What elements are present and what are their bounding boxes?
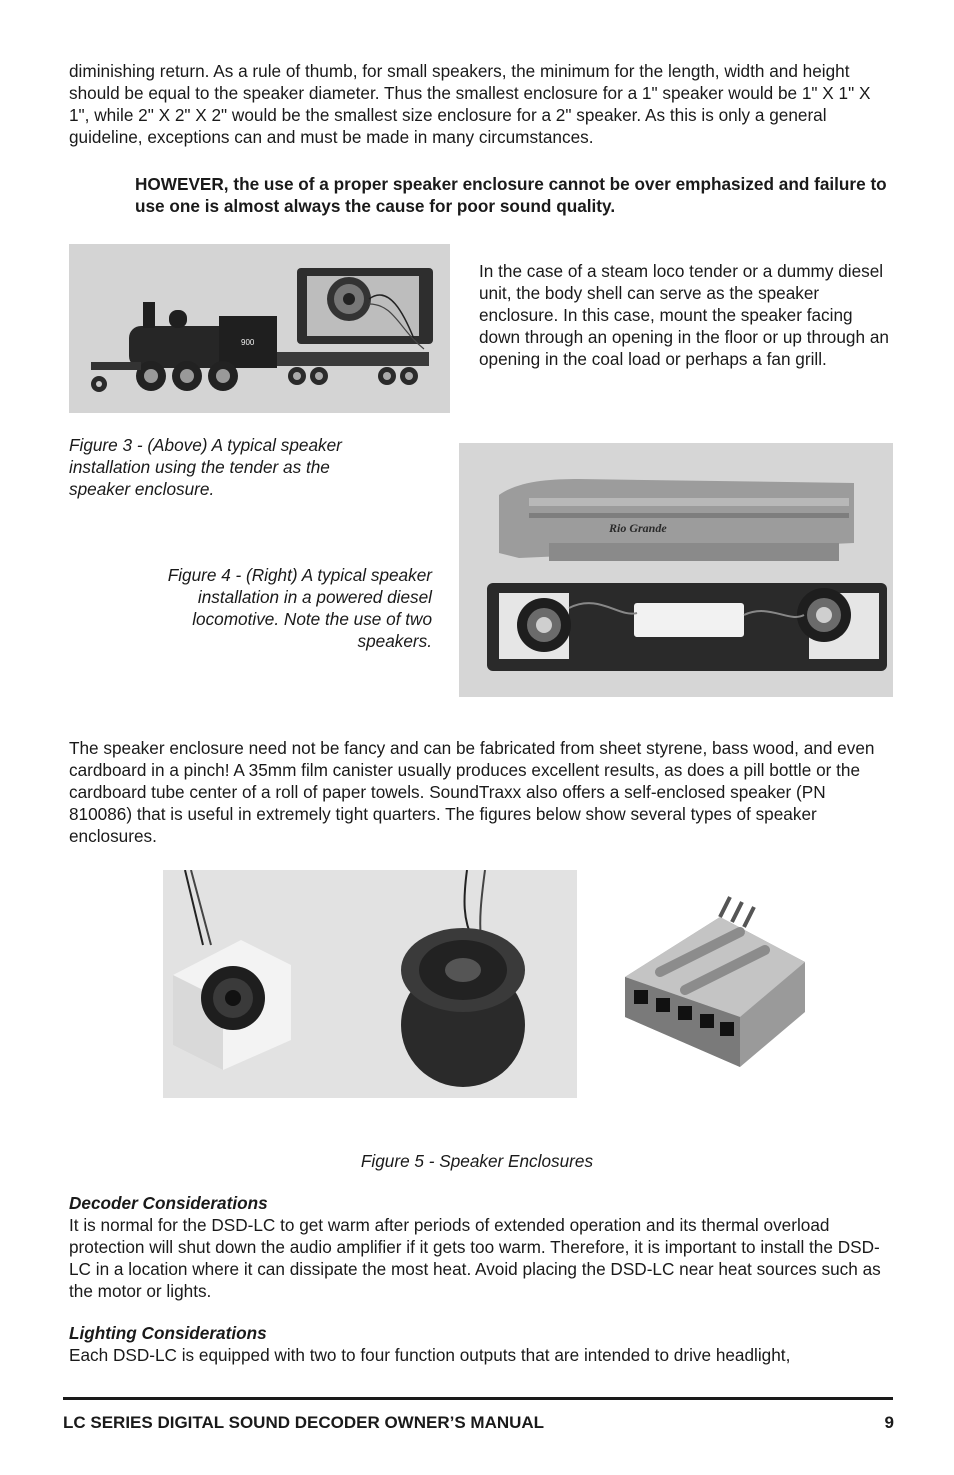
figure5-photo-enclosures: [163, 870, 577, 1098]
figure3-photo: [69, 244, 450, 413]
emphasis-note: HOWEVER, the use of a proper speaker enclosure cannot be over emphasized and failure to use one is almost always the cause for poor sound quality.: [135, 174, 887, 216]
figure4-caption: Figure 4 - (Right) A typical speaker installation in a powered diesel locomotive. Note the use of two speakers.: [167, 565, 432, 651]
intro-paragraph: diminishing return. As a rule of thumb, for small speakers, the minimum for the length, width and height should be equal to the speaker diameter. Thus the smallest enclosure for a 1" speaker would be 1" X 1" X 1", while 2" X 2" X 2" would be the smallest size enclosure for a 2" speaker. As this is only a general guideline, exceptions can and must be made in many circumstances.: [69, 61, 871, 147]
decoder-heading: Decoder Considerations: [69, 1193, 268, 1213]
footer-rule: [63, 1397, 893, 1400]
decoder-paragraph: It is normal for the DSD-LC to get warm after periods of extended operation and its thermal overload protection will shut down the audio amplifier if it gets too warm. Therefore, it is important to install the DSD-LC in a location where it can dissipate the most heat. Avoid placing the DSD-LC near heat sources such as the motor or lights.: [69, 1215, 881, 1301]
steam-paragraph: In the case of a steam loco tender or a dummy diesel unit, the body shell can serve as the speaker enclosure. In this case, mount the speaker facing down through an opening in the floor or up through an opening in the coal load or perhaps a fan grill.: [479, 261, 889, 369]
figure5-caption: Figure 5 - Speaker Enclosures: [360, 1151, 594, 1171]
figure4-photo: [459, 443, 893, 697]
footer-title: LC SERIES DIGITAL SOUND DECODER OWNER’S MANUAL: [63, 1413, 545, 1432]
lighting-heading: Lighting Considerations: [69, 1323, 267, 1343]
diesel-lettering: Rio Grande: [609, 521, 667, 535]
lighting-paragraph: Each DSD-LC is equipped with two to four function outputs that are intended to drive headlight,: [69, 1345, 791, 1365]
enclosure-paragraph: The speaker enclosure need not be fancy and can be fabricated from sheet styrene, bass wood, and even cardboard in a pinch! A 35mm film canister usually produces excellent results, as does a pill bottle or the cardboard tube center of a roll of paper towels. SoundTraxx also offers a self-enclosed speaker (PN 810086) that is useful in extremely tight quarters. The figures below show several types of speaker enclosures.: [69, 738, 875, 846]
loco-number: 900: [241, 338, 255, 347]
figure3-caption: Figure 3 - (Above) A typical speaker installation using the tender as the speaker enclosure.: [69, 435, 342, 499]
page-number: 9: [884, 1413, 894, 1432]
figure5-photo-module: [620, 892, 810, 1072]
